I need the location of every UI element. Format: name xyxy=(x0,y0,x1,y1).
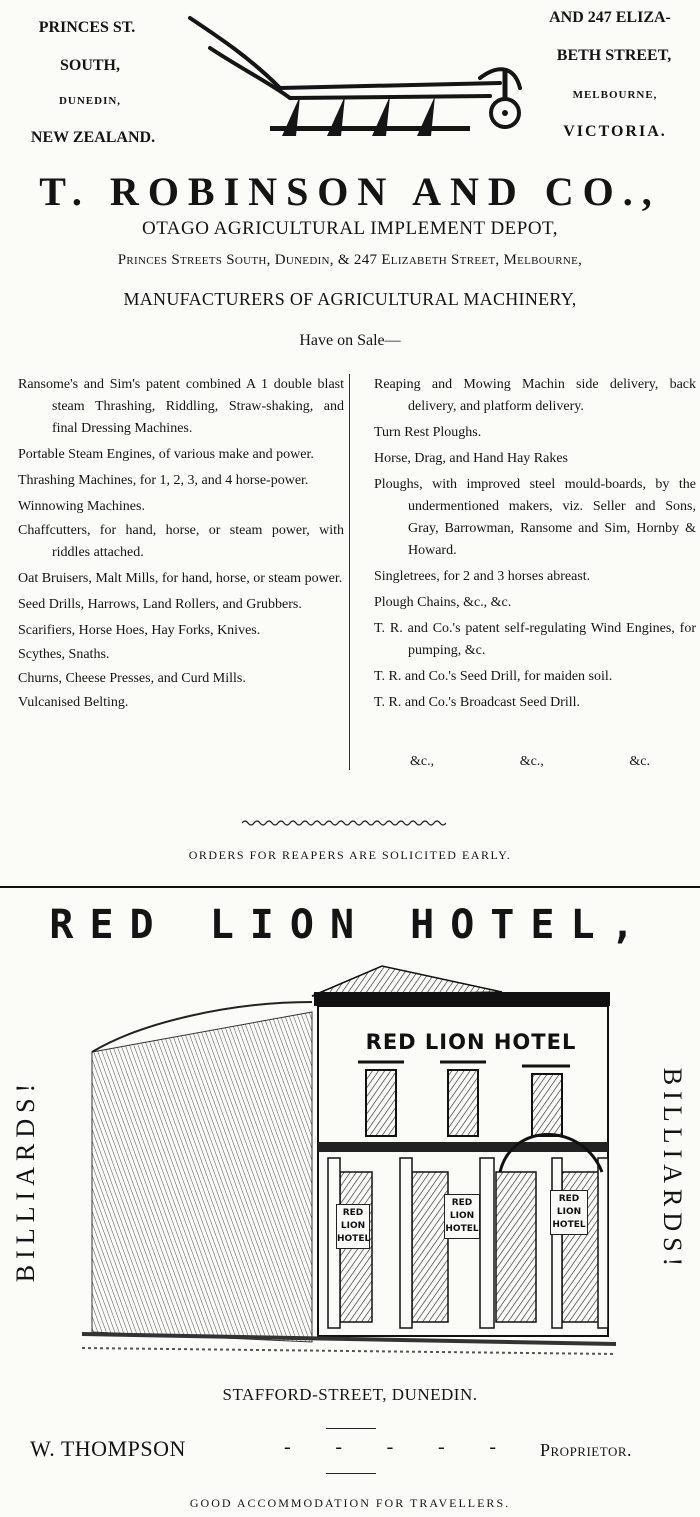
list-item: Ploughs, with improved steel mould-boards, by the undermentioned makers, viz. Seller and Sons, Gray, Barrowman, Ransome and Sim, Hornby & Howard. xyxy=(374,477,696,558)
etc-text: &c., xyxy=(410,754,435,769)
manufacturers-line: MANUFACTURERS OF AGRICULTURAL MACHINERY, xyxy=(123,289,577,309)
header-right-street: BETH STREET, xyxy=(556,47,672,64)
list-item: Singletrees, for 2 and 3 horses abreast. xyxy=(374,569,591,584)
proprietor-name: W. THOMPSON xyxy=(30,1436,186,1461)
window-sign: RED LION HOTEL xyxy=(444,1194,480,1239)
column-divider xyxy=(349,374,350,770)
dash-leader xyxy=(284,1436,496,1459)
window-sign: RED LION HOTEL xyxy=(336,1204,370,1249)
section-divider xyxy=(0,886,700,888)
header-right-address: AND 247 ELIZA- xyxy=(549,9,671,26)
window-sign: RED LION HOTEL xyxy=(550,1190,588,1235)
short-rule xyxy=(326,1473,376,1474)
right-item-list xyxy=(374,374,696,718)
list-item: T. R. and Co.'s patent self-regulating Wind Engines, for pumping, &c. xyxy=(374,621,696,658)
list-item: Scarifiers, Horse Hoes, Hay Forks, Knives. xyxy=(18,623,261,638)
billiards-text: BILLIARDS! xyxy=(11,1077,40,1283)
list-item: Winnowing Machines. xyxy=(18,499,145,514)
list-item: Ransome's and Sim's patent combined A 1 double blast steam Thrashing, Riddling, Straw-shaking, and final Dressing Machines. xyxy=(18,377,344,436)
header-right-state: VICTORIA. xyxy=(563,123,667,140)
list-item: Reaping and Mowing Machin side delivery, back delivery, and platform delivery. xyxy=(374,377,696,414)
list-item: Turn Rest Ploughs. xyxy=(374,425,482,440)
list-item: T. R. and Co.'s Broadcast Seed Drill. xyxy=(374,695,581,710)
on-sale-line: Have on Sale— xyxy=(299,332,401,349)
list-item: T. R. and Co.'s Seed Drill, for maiden soil. xyxy=(374,669,613,684)
hotel-facade-sign: RED LION HOTEL xyxy=(365,1030,577,1054)
hotel-title: RED LION HOTEL, xyxy=(49,902,651,948)
dash: - xyxy=(489,1436,496,1458)
list-item: Seed Drills, Harrows, Land Rollers, and Grubbers. xyxy=(18,597,302,612)
left-item-list xyxy=(18,374,344,716)
firm-address: Princes Streets South, Dunedin, & 247 Elizabeth Street, Melbourne, xyxy=(117,252,583,268)
billiards-left xyxy=(6,1045,46,1315)
hotel-address: STAFFORD-STREET, DUNEDIN. xyxy=(222,1385,478,1404)
list-item: Oat Bruisers, Malt Mills, for hand, horse, or steam power. xyxy=(18,571,343,586)
plough-illustration xyxy=(180,8,530,148)
proprietor-label: Proprietor. xyxy=(540,1440,633,1460)
dash: - xyxy=(437,1436,445,1458)
dash: - xyxy=(386,1436,394,1458)
wavy-rule xyxy=(242,818,446,828)
header-left-south: SOUTH, xyxy=(59,57,120,74)
dash: - xyxy=(284,1436,291,1458)
list-item: Vulcanised Belting. xyxy=(18,695,129,710)
header-left-country: NEW ZEALAND. xyxy=(30,129,156,146)
footer-note: GOOD ACCOMMODATION FOR TRAVELLERS. xyxy=(189,1496,511,1510)
orders-note: ORDERS FOR REAPERS ARE SOLICITED EARLY. xyxy=(188,848,512,862)
list-item: Portable Steam Engines, of various make and power. xyxy=(18,447,314,462)
header-left-city: DUNEDIN, xyxy=(58,95,122,107)
list-item: Churns, Cheese Presses, and Curd Mills. xyxy=(18,671,246,686)
firm-name: T. ROBINSON AND CO., xyxy=(39,169,661,214)
short-rule xyxy=(326,1428,376,1429)
list-item: Thrashing Machines, for 1, 2, 3, and 4 horse-power. xyxy=(18,473,309,488)
billiards-text: BILLIARDS! xyxy=(658,1067,687,1273)
list-item: Plough Chains, &c., &c. xyxy=(374,595,512,610)
header-left-street: PRINCES ST. xyxy=(38,19,136,36)
hotel-illustration xyxy=(82,962,616,1360)
depot-heading: OTAGO AGRICULTURAL IMPLEMENT DEPOT, xyxy=(141,218,559,239)
billiards-right xyxy=(652,1035,692,1305)
list-item: Chaffcutters, for hand, horse, or steam power, with riddles attached. xyxy=(18,523,344,560)
dash: - xyxy=(335,1436,342,1458)
etc-text: &c. xyxy=(629,754,650,769)
etc-text: &c., xyxy=(519,754,544,769)
etc-row xyxy=(410,754,650,770)
list-item: Scythes, Snaths. xyxy=(18,647,110,662)
list-item: Horse, Drag, and Hand Hay Rakes xyxy=(374,451,568,466)
header-right-city: MELBOURNE, xyxy=(572,89,658,101)
